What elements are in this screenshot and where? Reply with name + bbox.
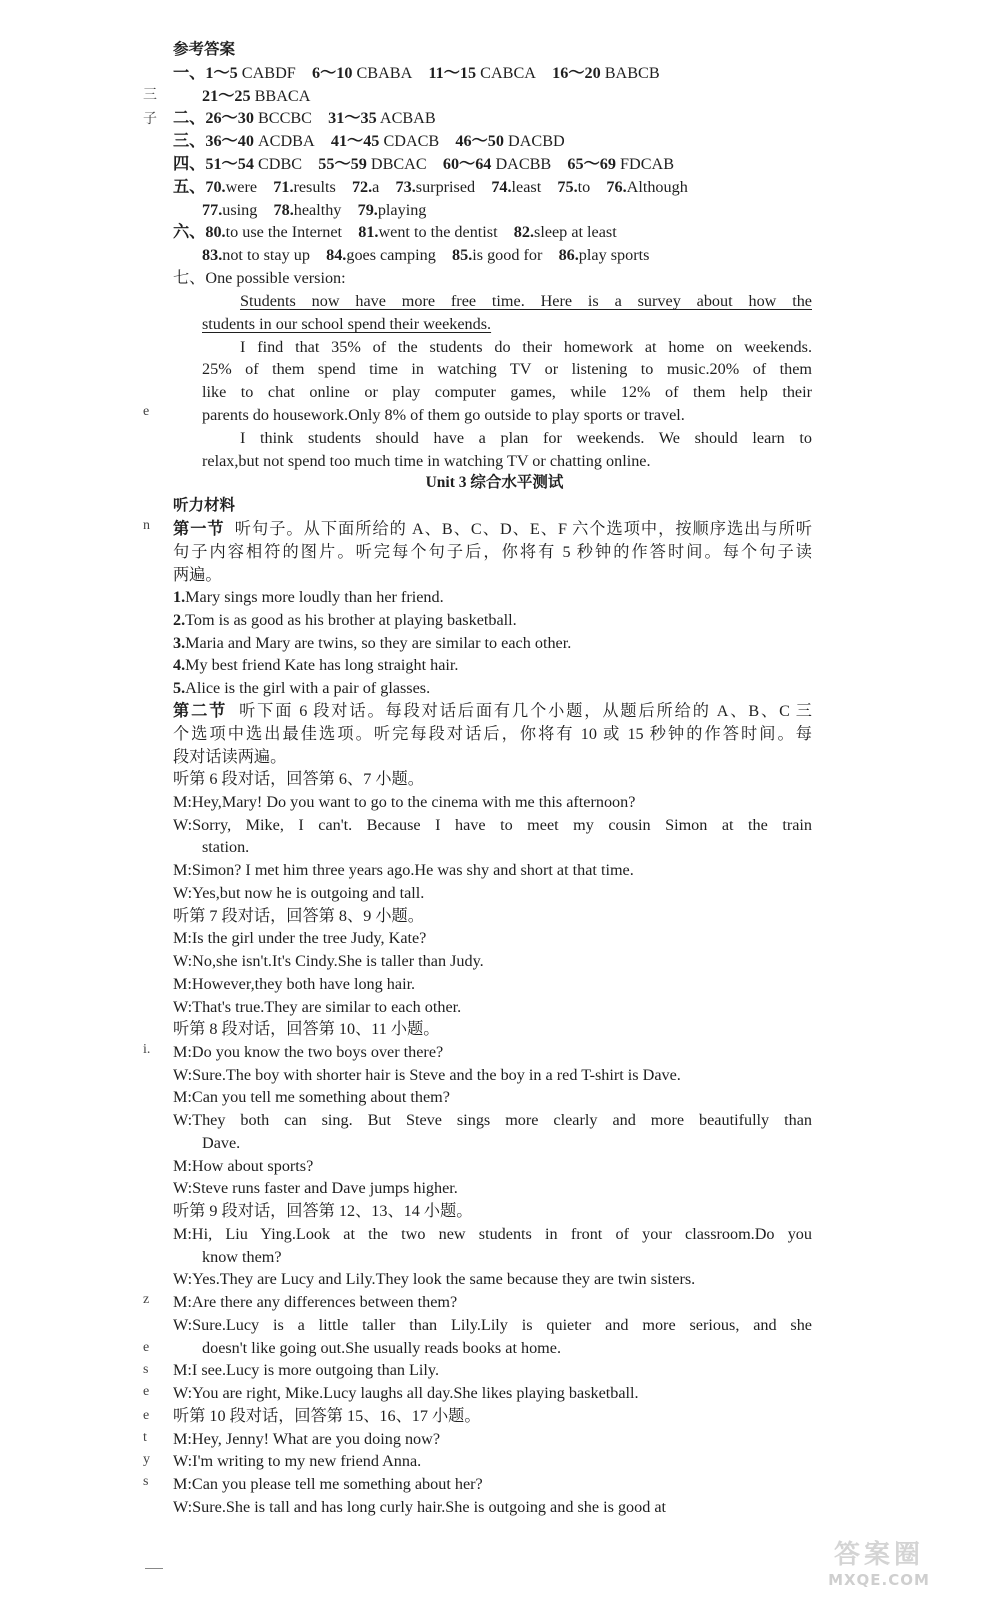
dialogue-line: W:Sure.The boy with shorter hair is Steve and the boy in a red T-shirt is Dave. (173, 1066, 681, 1084)
dialogue-line: M:However,they both have long hair. (173, 975, 416, 993)
section1-instruction: 句子内容相符的图片。听完每个句子后，你将有 5 秒钟的作答时间。每个句子读 (173, 543, 812, 561)
section1-instruction: 第一节 听句子。从下面所给的 A、B、C、D、E、F 六个选项中，按顺序选出与所听 (173, 520, 812, 538)
margin-fragment: e (143, 1340, 150, 1355)
dialogue-line: W:You are right, Mike.Lucy laughs all day.She likes playing basketball. (173, 1384, 639, 1402)
dialogue-line: W:Steve runs faster and Dave jumps higher. (173, 1179, 458, 1197)
section2-instruction: 段对话读两遍。 (173, 748, 287, 766)
listening-item: 4.My best friend Kate has long straight hair. (173, 656, 459, 674)
dialogue-line: M:How about sports? (173, 1157, 314, 1175)
dialogue-line: M:Do you know the two boys over there? (173, 1043, 444, 1061)
dialogue-line: M:Is the girl under the tree Judy, Kate? (173, 929, 427, 947)
answer-line-10: 七、One possible version: (173, 269, 346, 287)
margin-fragment: y (143, 1452, 150, 1467)
section2-instruction: 个选项中选出最佳选项。听完每段对话后，你将有 10 或 15 秒钟的作答时间。每 (173, 725, 812, 743)
answer-line-1: 一、1～5 CABDF 6～10 CBABA 11～15 CABCA 16～20 BABCB (173, 64, 660, 82)
margin-fragment: 三 (143, 88, 157, 103)
essay-line: like to chat online or play computer games, while 12% of them help their (202, 383, 812, 401)
dialogue-heading: 听第 9 段对话，回答第 12、13、14 小题。 (173, 1202, 473, 1220)
essay-line: 25% of them spend time in watching TV or listening to music.20% of them (202, 360, 812, 378)
margin-fragment: n (143, 518, 150, 533)
dialogue-line: W:They both can sing. But Steve sings more clearly and more beautifully than (173, 1111, 812, 1129)
answers-title: 参考答案 (173, 41, 236, 58)
listening-item: 5.Alice is the girl with a pair of glasses. (173, 679, 431, 697)
dialogue-line: M:Are there any differences between them? (173, 1293, 458, 1311)
dialogue-line: W:I'm writing to my new friend Anna. (173, 1452, 422, 1470)
dialogue-line: M:I see.Lucy is more outgoing than Lily. (173, 1361, 439, 1379)
section1-instruction: 两遍。 (173, 566, 222, 584)
listening-item: 3.Maria and Mary are twins, so they are similar to each other. (173, 634, 572, 652)
dialogue-line: M:Hey, Jenny! What are you doing now? (173, 1430, 441, 1448)
dialogue-line: W:Yes,but now he is outgoing and tall. (173, 884, 425, 902)
watermark-logo (781, 1534, 977, 1592)
answer-line-5: 四、51～54 CDBC 55～59 DBCAC 60～64 DACBB 65～69 FDCAB (173, 155, 675, 173)
dialogue-line: W:Sorry, Mike, I can't. Because I have to meet my cousin Simon at the train (173, 816, 812, 834)
page-divider (145, 1568, 163, 1569)
margin-fragment: t (143, 1430, 147, 1445)
answer-line-7: 77.using 78.healthy 79.playing (202, 201, 427, 219)
answer-line-9: 83.not to stay up 84.goes camping 85.is good for 86.play sports (202, 246, 650, 264)
essay-line: I think students should have a plan for weekends. We should learn to (240, 429, 812, 447)
margin-fragment: s (143, 1362, 149, 1377)
dialogue-line: W:Sure.She is tall and has long curly hair.She is outgoing and she is good at (173, 1498, 667, 1516)
unit-title: Unit 3 综合水平测试 (425, 474, 564, 491)
dialogue-line: W:That's true.They are similar to each other. (173, 998, 462, 1016)
dialogue-heading: 听第 8 段对话，回答第 10、11 小题。 (173, 1020, 440, 1038)
essay-line: I find that 35% of the students do their homework at home on weekends. (240, 338, 812, 356)
dialogue-line: doesn't like going out.She usually reads books at home. (202, 1339, 561, 1357)
dialogue-heading: 听第 6 段对话，回答第 6、7 小题。 (173, 770, 424, 788)
dialogue-line: M:Can you tell me something about them? (173, 1088, 450, 1106)
essay-line: relax,but not spend too much time in watching TV or chatting online. (202, 452, 651, 470)
answer-line-4: 三、36～40 ACDBA 41～45 CDACB 46～50 DACBD (173, 132, 565, 150)
listening-title: 听力材料 (173, 497, 236, 514)
margin-fragment: 子 (143, 112, 157, 127)
essay-line: parents do housework.Only 8% of them go outside to play sports or travel. (202, 406, 685, 424)
dialogue-line: station. (202, 838, 250, 856)
margin-fragment: e (143, 1408, 150, 1423)
answer-line-2: 21～25 BBACA (202, 87, 311, 105)
dialogue-line: W:Yes.They are Lucy and Lily.They look the same because they are twin sisters. (173, 1270, 696, 1288)
dialogue-line: M:Can you please tell me something about her? (173, 1475, 483, 1493)
essay-line: Students now have more free time. Here is a survey about how the (240, 292, 812, 310)
dialogue-line: W:Sure.Lucy is a little taller than Lily.Lily is quieter and more serious, and she (173, 1316, 812, 1334)
margin-fragment: e (143, 404, 150, 419)
margin-fragment: e (143, 1384, 150, 1399)
dialogue-line: M:Hey,Mary! Do you want to go to the cinema with me this afternoon? (173, 793, 636, 811)
dialogue-heading: 听第 10 段对话，回答第 15、16、17 小题。 (173, 1407, 481, 1425)
dialogue-line: Dave. (202, 1134, 241, 1152)
margin-fragment: s (143, 1474, 149, 1489)
dialogue-heading: 听第 7 段对话，回答第 8、9 小题。 (173, 907, 424, 925)
listening-item: 2.Tom is as good as his brother at playing basketball. (173, 611, 517, 629)
dialogue-line: W:No,she isn't.It's Cindy.She is taller than Judy. (173, 952, 484, 970)
section2-instruction: 第二节 听下面 6 段对话。每段对话后面有几个小题，从题后所给的 A、B、C 三 (173, 702, 812, 720)
margin-fragment: i. (143, 1042, 151, 1057)
essay-line: students in our school spend their weekends. (202, 315, 492, 333)
dialogue-line: M:Hi, Liu Ying.Look at the two new students in front of your classroom.Do you (173, 1225, 812, 1243)
answer-line-8: 六、80.to use the Internet 81.went to the dentist 82.sleep at least (173, 223, 617, 241)
dialogue-line: M:Simon? I met him three years ago.He was shy and short at that time. (173, 861, 634, 879)
answer-line-3: 二、26～30 BCCBC 31～35 ACBAB (173, 109, 436, 127)
watermark-text: 答案圈 (833, 1540, 924, 1570)
listening-item: 1.Mary sings more loudly than her friend. (173, 588, 444, 606)
watermark-url: MXQE.COM (828, 1571, 930, 1589)
margin-fragment: z (143, 1292, 150, 1307)
dialogue-line: know them? (202, 1248, 282, 1266)
answer-line-6: 五、70.were 71.results 72.a 73.surprised 74.least 75.to 76.Although (173, 178, 688, 196)
